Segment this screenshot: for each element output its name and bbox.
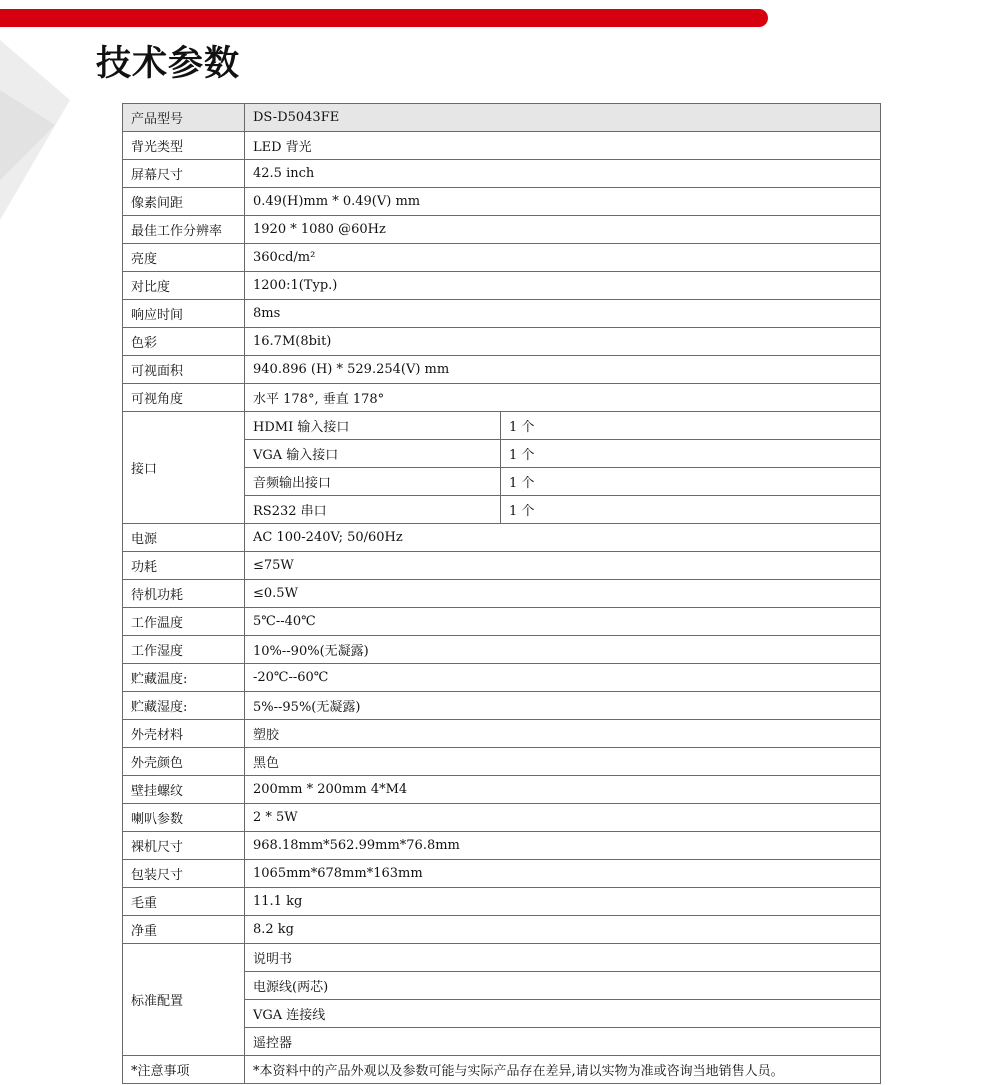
row-label: 净重 [123,916,245,944]
table-row [123,272,881,300]
interface-name: 音频输出接口 [245,468,501,496]
row-label: 可视面积 [123,356,245,384]
table-row [123,132,881,160]
row-label: 壁挂螺纹 [123,776,245,804]
note-value: *本资料中的产品外观以及参数可能与实际产品存在差异,请以实物为准或咨询当地销售人员。 [245,1056,881,1084]
row-value: 200mm * 200mm 4*M4 [245,776,881,804]
row-label: 像素间距 [123,188,245,216]
table-row [123,608,881,636]
row-label: 色彩 [123,328,245,356]
decorative-shape-icon [0,30,80,230]
row-value: 8ms [245,300,881,328]
top-accent-bar [0,9,768,27]
row-label: 贮藏温度: [123,664,245,692]
row-label: 功耗 [123,552,245,580]
row-label: 对比度 [123,272,245,300]
row-label: 工作湿度 [123,636,245,664]
table-row [123,104,881,132]
row-label: 外壳材料 [123,720,245,748]
row-label: 裸机尺寸 [123,832,245,860]
row-label: 亮度 [123,244,245,272]
table-row [123,636,881,664]
row-label: 响应时间 [123,300,245,328]
table-row [123,860,881,888]
interface-name: HDMI 输入接口 [245,412,501,440]
row-label: 毛重 [123,888,245,916]
page-title: 技术参数 [96,44,241,84]
row-label: 可视角度 [123,384,245,412]
row-value: 360cd/m² [245,244,881,272]
row-value: 水平 178°, 垂直 178° [245,384,881,412]
row-label: 待机功耗 [123,580,245,608]
spec-table [122,103,881,1084]
table-row [123,748,881,776]
row-value: 2 * 5W [245,804,881,832]
table-row-note [123,1056,881,1084]
table-row [123,720,881,748]
table-row [123,692,881,720]
table-row [123,384,881,412]
interface-count: 1 个 [501,468,881,496]
row-value: 16.7M(8bit) [245,328,881,356]
row-value: 0.49(H)mm * 0.49(V) mm [245,188,881,216]
table-row [123,356,881,384]
table-row [123,216,881,244]
note-label: *注意事项 [123,1056,245,1084]
accessories-label: 标准配置 [123,944,245,1056]
row-value: -20℃--60℃ [245,664,881,692]
row-value: 42.5 inch [245,160,881,188]
table-row [123,160,881,188]
row-value: 11.1 kg [245,888,881,916]
table-row [123,188,881,216]
table-row [123,776,881,804]
row-value: 1920 * 1080 @60Hz [245,216,881,244]
row-label: 产品型号 [123,104,245,132]
row-value: 10%--90%(无凝露) [245,636,881,664]
row-value: 5℃--40℃ [245,608,881,636]
row-value: 黑色 [245,748,881,776]
table-row-accessory [123,944,881,972]
table-row [123,804,881,832]
table-row [123,552,881,580]
row-label: 包装尺寸 [123,860,245,888]
row-value: 1065mm*678mm*163mm [245,860,881,888]
table-row [123,244,881,272]
interface-count: 1 个 [501,496,881,524]
row-value: 塑胶 [245,720,881,748]
interface-name: VGA 输入接口 [245,440,501,468]
table-row [123,664,881,692]
table-row-interface [123,412,881,440]
table-row [123,524,881,552]
table-row [123,888,881,916]
row-label: 屏幕尺寸 [123,160,245,188]
row-value: DS-D5043FE [245,104,881,132]
accessory-item: 说明书 [245,944,881,972]
accessory-item: 遥控器 [245,1028,881,1056]
row-value: 940.896 (H) * 529.254(V) mm [245,356,881,384]
interface-name: RS232 串口 [245,496,501,524]
row-value: 1200:1(Typ.) [245,272,881,300]
row-value: 968.18mm*562.99mm*76.8mm [245,832,881,860]
row-value: AC 100-240V; 50/60Hz [245,524,881,552]
row-label: 背光类型 [123,132,245,160]
row-label: 最佳工作分辨率 [123,216,245,244]
interface-label: 接口 [123,412,245,524]
row-label: 工作温度 [123,608,245,636]
table-row [123,328,881,356]
row-label: 外壳颜色 [123,748,245,776]
accessory-item: VGA 连接线 [245,1000,881,1028]
row-label: 贮藏湿度: [123,692,245,720]
accessory-item: 电源线(两芯) [245,972,881,1000]
row-value: ≤75W [245,552,881,580]
row-value: 8.2 kg [245,916,881,944]
row-label: 电源 [123,524,245,552]
table-row [123,916,881,944]
table-row [123,832,881,860]
row-value: ≤0.5W [245,580,881,608]
row-value: 5%--95%(无凝露) [245,692,881,720]
table-row [123,300,881,328]
interface-count: 1 个 [501,412,881,440]
interface-count: 1 个 [501,440,881,468]
table-row [123,580,881,608]
row-label: 喇叭参数 [123,804,245,832]
row-value: LED 背光 [245,132,881,160]
